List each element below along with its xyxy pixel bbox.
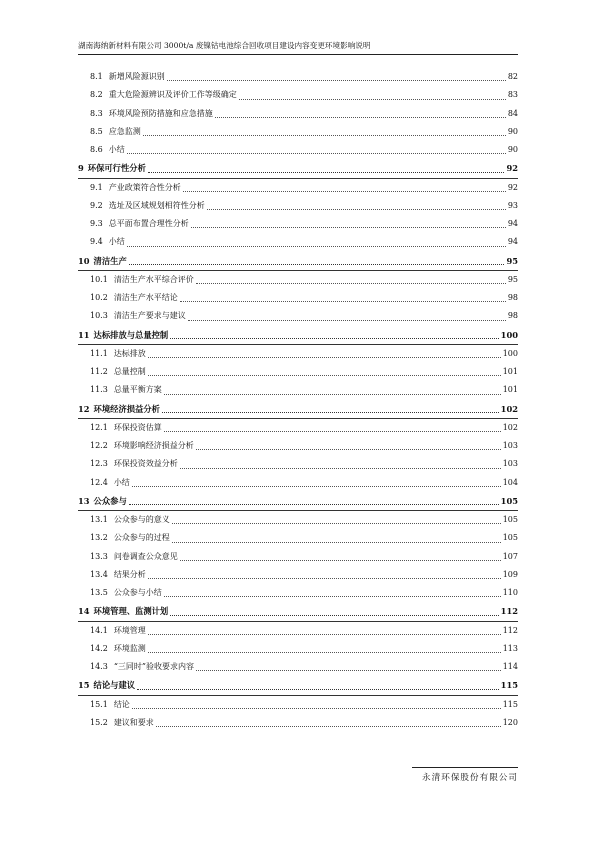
toc-chapter-entry[interactable]: [78, 492, 518, 511]
toc-dot-leader: [148, 578, 501, 579]
toc-entry-page-number: 103: [502, 459, 518, 469]
toc-section-entry[interactable]: [78, 105, 518, 123]
toc-section-entry[interactable]: [78, 289, 518, 307]
toc-dot-leader: [148, 634, 501, 635]
toc-section-entry[interactable]: [78, 179, 518, 197]
toc-entry-title: 环境影响经济损益分析: [113, 441, 194, 450]
toc-entry-title: 环境监测: [113, 643, 146, 653]
toc-dot-leader: [170, 615, 498, 616]
toc-entry-number: 11.1: [90, 348, 108, 358]
toc-entry-page-number: 105: [500, 495, 518, 506]
toc-section-entry[interactable]: [78, 622, 518, 640]
toc-chapter-entry[interactable]: [78, 159, 518, 178]
toc-entry-title: 公众参与小结: [113, 588, 162, 597]
toc-entry-title: 总平面布置合理性分析: [108, 219, 189, 228]
toc-dot-leader: [183, 191, 506, 192]
toc-entry-number: 12.2: [90, 441, 108, 450]
toc-dot-leader: [239, 99, 506, 100]
toc-entry-page-number: 92: [506, 163, 518, 174]
toc-entry-page-number: 90: [507, 126, 518, 136]
toc-dot-leader: [132, 486, 501, 487]
toc-entry-page-number: 98: [507, 293, 518, 302]
toc-entry-page-number: 90: [507, 145, 518, 154]
toc-entry-page-number: 94: [507, 237, 518, 247]
toc-entry-number: 10.1: [90, 274, 108, 284]
toc-entry-title: 环保投资效益分析: [113, 459, 178, 469]
toc-entry-number: 11.2: [90, 367, 108, 376]
toc-entry-number: 11: [78, 329, 90, 340]
toc-entry-title: 环境管理: [113, 625, 146, 635]
toc-section-entry[interactable]: [78, 215, 518, 233]
toc-entry-number: 10: [78, 255, 90, 266]
toc-section-entry[interactable]: [78, 86, 518, 104]
toc-dot-leader: [148, 172, 505, 173]
toc-section-entry[interactable]: [78, 381, 518, 399]
toc-dot-leader: [196, 283, 506, 284]
toc-section-entry[interactable]: [78, 640, 518, 658]
toc-section-entry[interactable]: [78, 474, 518, 492]
toc-dot-leader: [196, 670, 501, 671]
toc-entry-title: 重大危险源辨识及评价工作等级确定: [108, 90, 237, 100]
toc-dot-leader: [129, 264, 505, 265]
toc-entry-page-number: 103: [502, 441, 518, 450]
toc-dot-leader: [148, 652, 501, 653]
toc-entry-page-number: 84: [507, 108, 518, 118]
toc-entry-title: 清洁生产水平综合评价: [113, 274, 194, 284]
toc-entry-page-number: 114: [502, 662, 518, 671]
toc-entry-page-number: 82: [507, 72, 518, 81]
toc-section-entry[interactable]: [78, 714, 518, 732]
toc-entry-page-number: 93: [507, 200, 518, 210]
toc-dot-leader: [191, 227, 506, 228]
toc-section-entry[interactable]: [78, 419, 518, 437]
toc-entry-title: 小结: [108, 237, 125, 247]
toc-entry-number: 9.2: [90, 200, 103, 210]
toc-section-entry[interactable]: [78, 141, 518, 159]
toc-entry-title: 总量平衡方案: [113, 385, 162, 395]
toc-entry-page-number: 105: [502, 515, 518, 524]
toc-entry-page-number: 112: [502, 625, 518, 635]
toc-entry-title: 结论与建议: [93, 680, 136, 691]
table-of-contents: [78, 68, 518, 732]
toc-dot-leader: [162, 412, 499, 413]
toc-section-entry[interactable]: [78, 437, 518, 455]
toc-dot-leader: [180, 560, 501, 561]
toc-dot-leader: [164, 394, 501, 395]
toc-chapter-entry[interactable]: [78, 252, 518, 271]
toc-dot-leader: [127, 153, 506, 154]
toc-dot-leader: [172, 542, 501, 543]
toc-entry-number: 13.3: [90, 551, 108, 561]
toc-dot-leader: [143, 135, 506, 136]
toc-section-entry[interactable]: [78, 197, 518, 215]
toc-section-entry[interactable]: [78, 123, 518, 141]
toc-entry-number: 12: [78, 403, 90, 414]
toc-entry-page-number: 98: [507, 311, 518, 321]
toc-entry-number: 8.2: [90, 90, 103, 100]
toc-section-entry[interactable]: [78, 345, 518, 363]
toc-entry-title: 公众参与的意义: [113, 515, 170, 524]
toc-entry-page-number: 83: [507, 90, 518, 100]
toc-entry-title: 问卷调查公众意见: [113, 551, 178, 561]
toc-dot-leader: [129, 504, 499, 505]
toc-entry-page-number: 94: [507, 219, 518, 228]
toc-dot-leader: [164, 431, 501, 432]
toc-entry-title: 公众参与: [93, 495, 127, 506]
toc-entry-page-number: 113: [502, 643, 518, 653]
toc-section-entry[interactable]: [78, 658, 518, 676]
toc-entry-number: 8.3: [90, 108, 103, 118]
toc-entry-number: 9: [78, 163, 84, 174]
toc-entry-number: 13.1: [90, 515, 108, 524]
toc-entry-title: 建议和要求: [113, 717, 154, 727]
toc-entry-number: 10.3: [90, 311, 108, 321]
toc-entry-number: 14.3: [90, 662, 108, 671]
toc-dot-leader: [170, 338, 498, 339]
toc-entry-page-number: 100: [500, 329, 518, 340]
toc-section-entry[interactable]: [78, 511, 518, 529]
toc-dot-leader: [172, 523, 501, 524]
toc-entry-page-number: 112: [500, 606, 518, 617]
toc-entry-number: 8.5: [90, 126, 103, 136]
page-header: 湖南海纳新材料有限公司 3000t/a 废镍钴电池综合回收项目建设内容变更环境影响说明: [78, 41, 371, 50]
toc-entry-title: 环保可行性分析: [87, 163, 146, 174]
toc-entry-number: 14: [78, 606, 90, 617]
toc-entry-title: 小结: [113, 477, 130, 487]
toc-section-entry[interactable]: [78, 566, 518, 584]
toc-entry-title: 清洁生产水平结论: [113, 293, 178, 302]
toc-entry-page-number: 95: [506, 255, 518, 266]
toc-entry-number: 9.3: [90, 219, 103, 228]
toc-entry-title: 达标排放: [113, 348, 146, 358]
toc-dot-leader: [148, 357, 501, 358]
toc-dot-leader: [188, 320, 506, 321]
toc-entry-page-number: 101: [502, 385, 518, 395]
toc-entry-number: 13.2: [90, 533, 108, 543]
toc-entry-number: 9.4: [90, 237, 103, 247]
toc-section-entry[interactable]: [78, 271, 518, 289]
toc-entry-page-number: 115: [502, 699, 518, 709]
toc-entry-title: 清洁生产: [93, 255, 127, 266]
toc-entry-page-number: 107: [502, 551, 518, 561]
toc-entry-title: 新增风险源识别: [108, 72, 165, 81]
toc-entry-page-number: 102: [502, 422, 518, 432]
footer-divider: [412, 767, 518, 768]
toc-section-entry[interactable]: [78, 233, 518, 251]
toc-entry-title: 清洁生产要求与建议: [113, 311, 186, 321]
toc-entry-page-number: 120: [502, 717, 518, 727]
toc-section-entry[interactable]: [78, 548, 518, 566]
toc-entry-number: 15: [78, 680, 90, 691]
toc-section-entry[interactable]: [78, 584, 518, 602]
toc-entry-title: 总量控制: [113, 367, 146, 376]
toc-section-entry[interactable]: [78, 529, 518, 547]
toc-entry-page-number: 92: [507, 182, 518, 192]
toc-entry-title: 达标排放与总量控制: [93, 329, 169, 340]
toc-entry-page-number: 101: [502, 367, 518, 376]
header-divider: [78, 54, 518, 55]
toc-entry-number: 8.1: [90, 72, 103, 81]
toc-entry-page-number: 105: [502, 533, 518, 543]
toc-entry-page-number: 102: [500, 403, 518, 414]
toc-entry-number: 12.1: [90, 422, 108, 432]
toc-entry-title: 公众参与的过程: [113, 533, 170, 543]
toc-entry-number: 11.3: [90, 385, 108, 395]
toc-dot-leader: [167, 80, 506, 81]
toc-entry-title: 选址及区域规划相符性分析: [108, 200, 205, 210]
toc-section-entry[interactable]: [78, 455, 518, 473]
toc-chapter-entry[interactable]: [78, 602, 518, 621]
toc-entry-title: 结论: [113, 699, 130, 709]
toc-entry-number: 13: [78, 495, 90, 506]
toc-dot-leader: [207, 209, 506, 210]
toc-chapter-entry[interactable]: [78, 676, 518, 695]
toc-entry-page-number: 109: [502, 569, 518, 579]
toc-entry-number: 10.2: [90, 293, 108, 302]
toc-entry-number: 12.4: [90, 477, 108, 487]
toc-entry-title: 环境风险预防措施和应急措施: [108, 108, 213, 118]
toc-dot-leader: [180, 301, 506, 302]
toc-entry-title: 环保投资估算: [113, 422, 162, 432]
toc-entry-number: 13.5: [90, 588, 108, 597]
toc-dot-leader: [148, 375, 501, 376]
toc-dot-leader: [137, 689, 499, 690]
toc-entry-page-number: 95: [507, 274, 518, 284]
toc-entry-title: “三同时”验收要求内容: [113, 662, 194, 671]
toc-entry-number: 8.6: [90, 145, 103, 154]
toc-section-entry[interactable]: [78, 307, 518, 325]
toc-entry-page-number: 100: [502, 348, 518, 358]
toc-entry-title: 环境经济损益分析: [93, 403, 160, 414]
toc-entry-page-number: 115: [500, 680, 518, 691]
toc-entry-number: 14.2: [90, 643, 108, 653]
toc-entry-number: 9.1: [90, 182, 103, 192]
toc-dot-leader: [127, 246, 506, 247]
toc-dot-leader: [180, 468, 501, 469]
toc-dot-leader: [132, 708, 501, 709]
toc-entry-number: 13.4: [90, 569, 108, 579]
toc-entry-title: 应急监测: [108, 126, 141, 136]
toc-entry-number: 14.1: [90, 625, 108, 635]
toc-entry-number: 15.1: [90, 699, 108, 709]
toc-dot-leader: [156, 726, 501, 727]
page-footer-company: 永清环保股份有限公司: [422, 773, 518, 783]
toc-section-entry[interactable]: [78, 363, 518, 381]
toc-entry-title: 结果分析: [113, 569, 146, 579]
toc-entry-number: 15.2: [90, 717, 108, 727]
toc-chapter-entry[interactable]: [78, 326, 518, 345]
toc-section-entry[interactable]: [78, 68, 518, 86]
toc-section-entry[interactable]: [78, 696, 518, 714]
toc-entry-page-number: 110: [502, 588, 518, 597]
toc-chapter-entry[interactable]: [78, 400, 518, 419]
toc-dot-leader: [196, 449, 501, 450]
toc-entry-title: 环境管理、监测计划: [93, 606, 169, 617]
toc-entry-title: 产业政策符合性分析: [108, 182, 181, 192]
toc-entry-page-number: 104: [502, 477, 518, 487]
toc-dot-leader: [215, 117, 506, 118]
toc-entry-title: 小结: [108, 145, 125, 154]
toc-dot-leader: [164, 596, 501, 597]
toc-entry-number: 12.3: [90, 459, 108, 469]
